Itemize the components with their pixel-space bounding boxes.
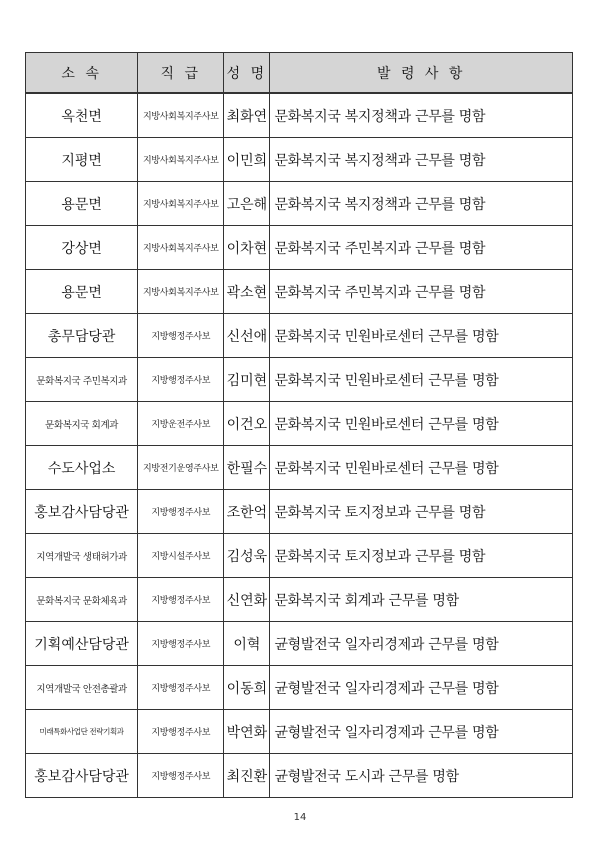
grade-cell: 지방사회복지주사보 xyxy=(138,93,224,138)
grade-cell: 지방행정주사보 xyxy=(138,710,224,754)
department-cell: 미래특화사업단 전략기획과 xyxy=(26,710,138,754)
header-name: 성 명 xyxy=(224,53,270,94)
department-cell: 지평면 xyxy=(26,138,138,182)
department-cell: 문화복지국 주민복지과 xyxy=(26,358,138,402)
table-row xyxy=(26,446,573,490)
name-cell: 고은해 xyxy=(224,182,270,226)
order-cell: 문화복지국 토지정보과 근무를 명함 xyxy=(270,534,573,578)
table-row xyxy=(26,622,573,666)
department-cell: 문화복지국 문화체육과 xyxy=(26,578,138,622)
header-order: 발 령 사 항 xyxy=(270,53,573,94)
header-department: 소 속 xyxy=(26,53,138,94)
department-cell: 강상면 xyxy=(26,226,138,270)
department-cell: 수도사업소 xyxy=(26,446,138,490)
grade-cell: 지방사회복지주사보 xyxy=(138,270,224,314)
department-cell: 용문면 xyxy=(26,270,138,314)
grade-cell: 지방행정주사보 xyxy=(138,358,224,402)
order-cell: 문화복지국 주민복지과 근무를 명함 xyxy=(270,270,573,314)
order-cell: 문화복지국 주민복지과 근무를 명함 xyxy=(270,226,573,270)
grade-cell: 지방행정주사보 xyxy=(138,314,224,358)
grade-cell: 지방운전주사보 xyxy=(138,402,224,446)
table-row xyxy=(26,754,573,798)
department-cell: 문화복지국 회계과 xyxy=(26,402,138,446)
order-cell: 균형발전국 도시과 근무를 명함 xyxy=(270,754,573,798)
grade-cell: 지방행정주사보 xyxy=(138,666,224,710)
table-row xyxy=(26,358,573,402)
table-row xyxy=(26,138,573,182)
department-cell: 지역개발국 안전총괄과 xyxy=(26,666,138,710)
personnel-order-table xyxy=(25,52,573,798)
name-cell: 박연화 xyxy=(224,710,270,754)
grade-cell: 지방행정주사보 xyxy=(138,754,224,798)
name-cell: 최진환 xyxy=(224,754,270,798)
table-header xyxy=(26,53,573,94)
name-cell: 김성욱 xyxy=(224,534,270,578)
order-cell: 문화복지국 민원바로센터 근무를 명함 xyxy=(270,446,573,490)
header-row xyxy=(26,53,573,94)
order-cell: 문화복지국 민원바로센터 근무를 명함 xyxy=(270,314,573,358)
name-cell: 신선애 xyxy=(224,314,270,358)
department-cell: 총무담당관 xyxy=(26,314,138,358)
table-row xyxy=(26,578,573,622)
name-cell: 이혁 xyxy=(224,622,270,666)
order-cell: 문화복지국 민원바로센터 근무를 명함 xyxy=(270,402,573,446)
grade-cell: 지방사회복지주사보 xyxy=(138,226,224,270)
order-cell: 균형발전국 일자리경제과 근무를 명함 xyxy=(270,666,573,710)
grade-cell: 지방행정주사보 xyxy=(138,490,224,534)
grade-cell: 지방사회복지주사보 xyxy=(138,182,224,226)
table-row xyxy=(26,270,573,314)
grade-cell: 지방사회복지주사보 xyxy=(138,138,224,182)
header-grade: 직 급 xyxy=(138,53,224,94)
order-cell: 문화복지국 민원바로센터 근무를 명함 xyxy=(270,358,573,402)
name-cell: 조한억 xyxy=(224,490,270,534)
table-row xyxy=(26,490,573,534)
order-cell: 문화복지국 회계과 근무를 명함 xyxy=(270,578,573,622)
name-cell: 이동희 xyxy=(224,666,270,710)
name-cell: 최화연 xyxy=(224,93,270,138)
department-cell: 지역개발국 생태허가과 xyxy=(26,534,138,578)
table-row xyxy=(26,402,573,446)
table-body xyxy=(26,93,573,798)
table-row xyxy=(26,226,573,270)
order-cell: 문화복지국 복지정책과 근무를 명함 xyxy=(270,93,573,138)
name-cell: 이차현 xyxy=(224,226,270,270)
department-cell: 옥천면 xyxy=(26,93,138,138)
table-row xyxy=(26,93,573,138)
name-cell: 신연화 xyxy=(224,578,270,622)
table-row xyxy=(26,534,573,578)
table-row xyxy=(26,314,573,358)
grade-cell: 지방시설주사보 xyxy=(138,534,224,578)
department-cell: 기획예산담당관 xyxy=(26,622,138,666)
name-cell: 김미현 xyxy=(224,358,270,402)
order-cell: 문화복지국 복지정책과 근무를 명함 xyxy=(270,138,573,182)
department-cell: 용문면 xyxy=(26,182,138,226)
grade-cell: 지방행정주사보 xyxy=(138,622,224,666)
order-cell: 문화복지국 토지정보과 근무를 명함 xyxy=(270,490,573,534)
name-cell: 곽소현 xyxy=(224,270,270,314)
department-cell: 홍보감사담당관 xyxy=(26,754,138,798)
department-cell: 홍보감사담당관 xyxy=(26,490,138,534)
name-cell: 이민희 xyxy=(224,138,270,182)
page-number: 14 xyxy=(293,812,307,823)
order-cell: 균형발전국 일자리경제과 근무를 명함 xyxy=(270,622,573,666)
name-cell: 한필수 xyxy=(224,446,270,490)
grade-cell: 지방행정주사보 xyxy=(138,578,224,622)
name-cell: 이건오 xyxy=(224,402,270,446)
grade-cell: 지방전기운영주사보 xyxy=(138,446,224,490)
order-cell: 문화복지국 복지정책과 근무를 명함 xyxy=(270,182,573,226)
table-row xyxy=(26,710,573,754)
table-row xyxy=(26,666,573,710)
order-cell: 균형발전국 일자리경제과 근무를 명함 xyxy=(270,710,573,754)
table-row xyxy=(26,182,573,226)
